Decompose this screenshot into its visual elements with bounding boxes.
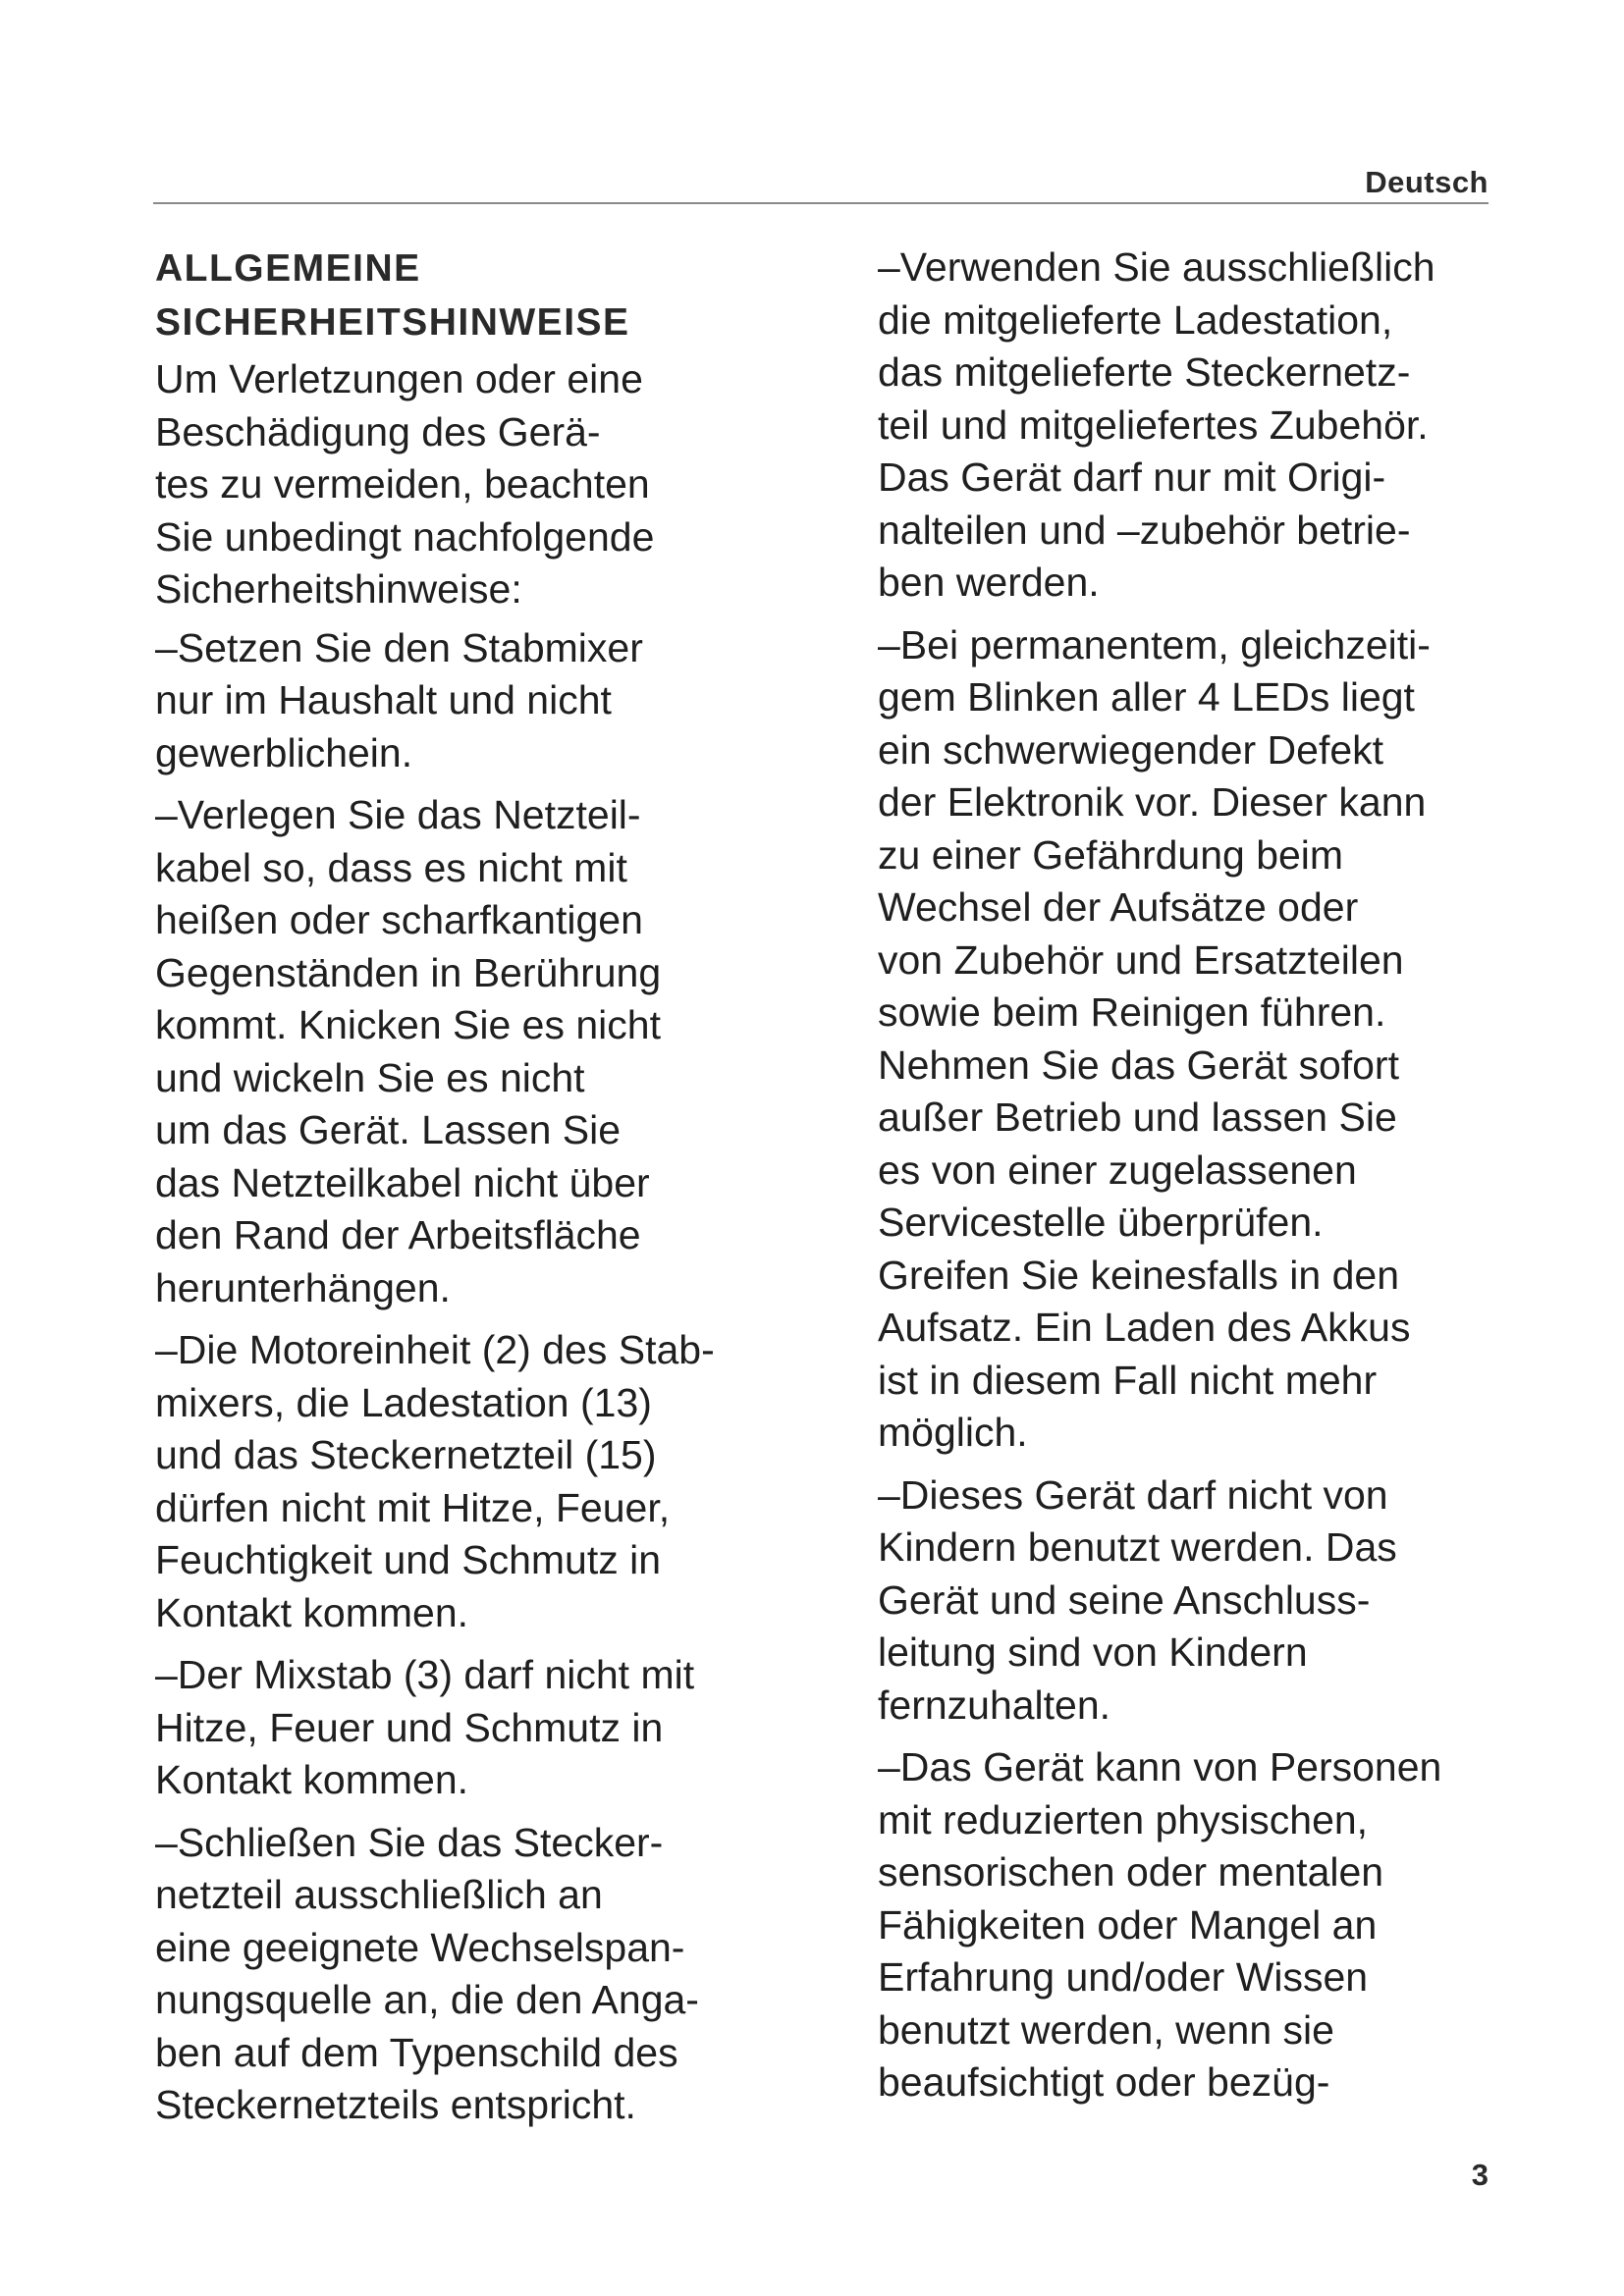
safety-bullet [155,622,842,780]
bullet-line: von Zubehör und Ersatzteilen [878,936,1404,983]
header-divider [153,202,1489,204]
bullet-line: –Setzen Sie den Stabmixer [155,624,643,670]
safety-bullet [878,1741,1506,2109]
bullet-line: herunterhängen. [155,1264,451,1310]
bullet-line: mixers, die Ladestation (13) [155,1379,652,1425]
bullet-line: Erfahrung und/oder Wissen [878,1954,1369,2000]
bullet-line: leitung sind von Kindern [878,1629,1308,1675]
bullet-line: –Das Gerät kann von Personen [878,1744,1442,1789]
intro-line: Beschädigung des Gerä- [155,408,601,454]
bullet-line: die mitgelieferte Ladestation, [878,296,1393,343]
bullet-line: das Netzteilkabel nicht über [155,1159,650,1205]
bullet-line: ben werden. [878,560,1100,605]
bullet-line: sowie beim Reinigen führen. [878,989,1386,1035]
bullet-line: und wickeln Sie es nicht [155,1054,585,1100]
safety-bullet [155,1817,842,2132]
bullet-line: zu einer Gefährdung beim [878,831,1344,878]
bullet-line: Servicestelle überprüfen. [878,1200,1324,1245]
bullet-line: gem Blinken aller 4 LEDs liegt [878,674,1415,720]
bullet-line: Gegenständen in Berührung [155,949,662,995]
heading-line: SICHERHEITSHINWEISE [155,301,630,344]
bullet-line: und das Steckernetzteil (15) [155,1432,657,1477]
bullet-line: –Schließen Sie das Stecker- [155,1819,664,1865]
intro-line: Sie unbedingt nachfolgende [155,513,655,560]
bullet-line: netzteil ausschließlich an [155,1872,603,1917]
bullet-line: Greifen Sie keinesfalls in den [878,1252,1400,1298]
safety-bullet [878,1469,1506,1733]
heading-line: ALLGEMEINE [155,247,421,290]
bullet-line: –Der Mixstab (3) darf nicht mit [155,1652,695,1697]
bullet-line: um das Gerät. Lassen Sie [155,1107,622,1152]
bullet-line: gewerblichein. [155,729,413,775]
bullet-line: –Verwenden Sie ausschließlich [878,244,1435,290]
bullet-line: Steckernetzteils entspricht. [155,2082,636,2127]
section-heading [155,241,842,349]
bullet-line: außer Betrieb und lassen Sie [878,1095,1397,1140]
bullet-line: nungsquelle an, die den Anga- [155,1977,699,2022]
bullet-line: beaufsichtigt oder bezüg- [878,2059,1330,2105]
header-language-label: Deutsch [1365,165,1489,199]
bullet-line: ist in diesem Fall nicht mehr [878,1357,1378,1403]
bullet-line: kabel so, dass es nicht mit [155,844,627,890]
intro-paragraph [155,353,842,616]
bullet-line: den Rand der Arbeitsfläche [155,1212,641,1257]
intro-line: Um Verletzungen oder eine [155,356,643,401]
bullet-line: es von einer zugelassenen [878,1147,1357,1193]
bullet-line: –Dieses Gerät darf nicht von [878,1471,1388,1518]
safety-bullet [878,241,1506,610]
intro-line: tes zu vermeiden, beachten [155,461,650,507]
bullet-line: Kontakt kommen. [155,1589,469,1635]
bullet-line: das mitgelieferte Steckernetz- [878,349,1411,395]
bullet-line: Kontakt kommen. [155,1757,469,1802]
bullet-line: eine geeignete Wechselspan- [155,1924,685,1970]
bullet-line: Nehmen Sie das Gerät sofort [878,1041,1399,1088]
bullet-line: dürfen nicht mit Hitze, Feuer, [155,1484,671,1530]
bullet-line: der Elektronik vor. Dieser kann [878,779,1427,825]
bullet-line: fernzuhalten. [878,1682,1111,1728]
safety-bullet [155,1324,842,1639]
bullet-line: ein schwerwiegender Defekt [878,726,1384,773]
bullet-line: nur im Haushalt und nicht [155,677,612,722]
bullet-line: teil und mitgeliefertes Zubehör. [878,401,1429,448]
bullet-line: –Die Motoreinheit (2) des Stab- [155,1327,715,1372]
bullet-line: heißen oder scharfkantigen [155,897,643,942]
intro-line: Sicherheitshinweise: [155,566,522,612]
safety-bullet [155,789,842,1314]
bullet-line: Wechsel der Aufsätze oder [878,884,1359,930]
bullet-line: mit reduzierten physischen, [878,1796,1369,1842]
bullet-line: Gerät und seine Anschluss- [878,1576,1371,1623]
bullet-line: sensorischen oder mentalen [878,1849,1384,1895]
right-column [878,241,1506,2119]
bullet-line: kommt. Knicken Sie es nicht [155,1002,661,1047]
page-number: 3 [1471,2158,1489,2192]
bullet-line: nalteilen und –zubehör betrie- [878,507,1411,553]
left-column [155,241,842,2142]
bullet-line: –Verlegen Sie das Netzteil- [155,792,641,837]
bullet-line: möglich. [878,1410,1028,1455]
bullet-line: Hitze, Feuer und Schmutz in [155,1704,664,1750]
bullet-line: benutzt werden, wenn sie [878,2006,1334,2053]
bullet-line: Das Gerät darf nur mit Origi- [878,454,1386,500]
bullet-line: ben auf dem Typenschild des [155,2029,678,2075]
bullet-line: Aufsatz. Ein Laden des Akkus [878,1305,1411,1350]
safety-bullet [878,619,1506,1460]
bullet-line: Kindern benutzt werden. Das [878,1524,1397,1570]
bullet-line: Fähigkeiten oder Mangel an [878,1901,1378,1948]
safety-bullet [155,1649,842,1807]
bullet-line: Feuchtigkeit und Schmutz in [155,1537,662,1582]
bullet-line: –Bei permanentem, gleichzeiti- [878,621,1431,667]
